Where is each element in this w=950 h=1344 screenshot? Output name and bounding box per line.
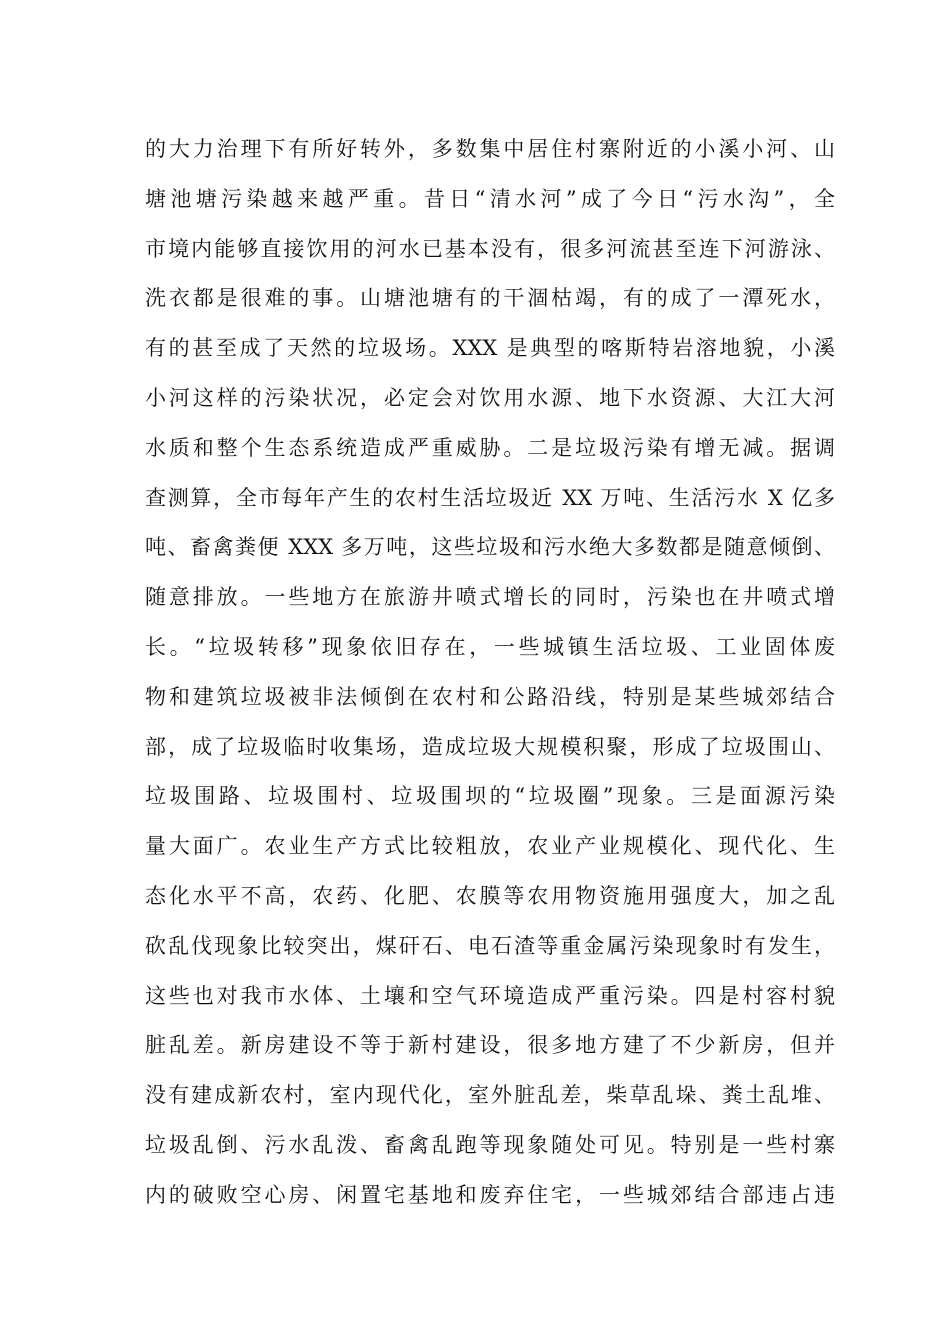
text-line-8: 查测算，全市每年产生的农村生活垃圾近 XX 万吨、生活污水 X 亿多 bbox=[145, 485, 835, 510]
text-line-16: 态化水平不高，农药、化肥、农膜等农用物资施用强度大，加之乱 bbox=[145, 883, 835, 908]
text-line-4: 洗衣都是很难的事。山塘池塘有的干涸枯竭，有的成了一潭死水， bbox=[145, 286, 835, 311]
text-line-13: 部，成了垃圾临时收集场，造成垃圾大规模积聚，形成了垃圾围山、 bbox=[145, 734, 835, 759]
text-line-3: 市境内能够直接饮用的河水已基本没有，很多河流甚至连下河游泳、 bbox=[145, 236, 835, 261]
text-line-22: 内的破败空心房、闲置宅基地和废弃住宅，一些城郊结合部违占违 bbox=[145, 1182, 835, 1207]
body-text bbox=[145, 129, 835, 1225]
text-line-11: 长。“垃圾转移”现象依旧存在，一些城镇生活垃圾、工业固体废 bbox=[145, 634, 835, 659]
text-line-18: 这些也对我市水体、土壤和空气环境造成严重污染。四是村容村貌 bbox=[145, 983, 835, 1008]
text-line-9: 吨、畜禽粪便 XXX 多万吨，这些垃圾和污水绝大多数都是随意倾倒、 bbox=[145, 535, 835, 560]
text-line-15: 量大面广。农业生产方式比较粗放，农业产业规模化、现代化、生 bbox=[145, 834, 835, 859]
text-line-10: 随意排放。一些地方在旅游井喷式增长的同时，污染也在井喷式增 bbox=[145, 585, 835, 610]
text-line-7: 水质和整个生态系统造成严重威胁。二是垃圾污染有增无减。据调 bbox=[145, 435, 835, 460]
text-line-21: 垃圾乱倒、污水乱泼、畜禽乱跑等现象随处可见。特别是一些村寨 bbox=[145, 1132, 835, 1157]
text-line-19: 脏乱差。新房建设不等于新村建设，很多地方建了不少新房，但并 bbox=[145, 1033, 835, 1058]
text-line-17: 砍乱伐现象比较突出，煤矸石、电石渣等重金属污染现象时有发生， bbox=[145, 933, 835, 958]
text-line-5: 有的甚至成了天然的垃圾场。XXX 是典型的喀斯特岩溶地貌，小溪 bbox=[145, 336, 835, 361]
text-line-20: 没有建成新农村，室内现代化，室外脏乱差，柴草乱垛、粪土乱堆、 bbox=[145, 1083, 835, 1108]
text-line-14: 垃圾围路、垃圾围村、垃圾围坝的“垃圾圈”现象。三是面源污染 bbox=[145, 784, 835, 809]
text-line-1: 的大力治理下有所好转外，多数集中居住村寨附近的小溪小河、山 bbox=[145, 137, 835, 161]
text-line-2: 塘池塘污染越来越严重。昔日“清水河”成了今日“污水沟”，全 bbox=[145, 186, 835, 211]
text-line-12: 物和建筑垃圾被非法倾倒在农村和公路沿线，特别是某些城郊结合 bbox=[145, 684, 835, 709]
text-line-6: 小河这样的污染状况，必定会对饮用水源、地下水资源、大江大河 bbox=[145, 385, 835, 410]
